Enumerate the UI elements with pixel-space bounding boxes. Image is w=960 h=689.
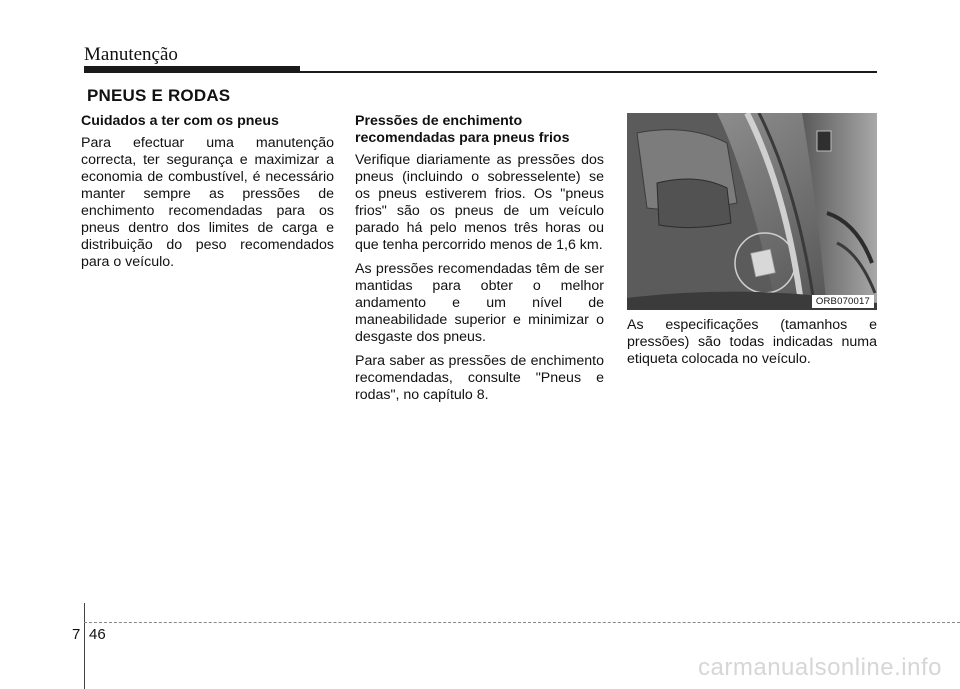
header-rule-thin: [300, 71, 877, 73]
figure-code-label: ORB070017: [812, 295, 874, 308]
footer-page-number: 46: [89, 626, 106, 643]
tyre-care-heading: Cuidados a ter com os pneus: [81, 113, 279, 129]
cold-pressure-paragraph-2: As pressões recomendadas têm de ser mantidas para obter o melhor andamento e um nível de maneabilidade superior e minimizar o desgaste dos pneus.: [355, 261, 604, 345]
door-pillar-label-photo: [627, 113, 877, 310]
footer-chapter-number: 7: [72, 626, 81, 643]
door-pillar-illustration: [627, 113, 877, 310]
section-title: PNEUS E RODAS: [87, 86, 231, 105]
chapter-title: Manutenção: [84, 44, 178, 65]
column-3: [627, 317, 877, 375]
footer-vertical-rule: [84, 603, 85, 689]
footer-dashed-rule: [84, 622, 960, 623]
label-specifications-paragraph: As especificações (tamanhos e pressões) são todas indicadas numa etiqueta colocada no veículo.: [627, 317, 877, 367]
column-1: [81, 113, 334, 278]
header-rule-thick: [84, 66, 300, 73]
tyre-care-paragraph: Para efectuar uma manutenção correcta, ter segurança e maximizar a economia de combustível, é necessário manter sempre as pressões de enchimento recomendadas para os pneus dentro dos limites de carga e distribuição do peso recomendados para o veículo.: [81, 135, 334, 270]
cold-pressure-heading: Pressões de enchimento recomendadas para pneus frios: [355, 113, 570, 146]
cold-pressure-paragraph-3: Para saber as pressões de enchimento recomendadas, consulte "Pneus e rodas", no capítulo 8.: [355, 353, 604, 403]
watermark-text: carmanualsonline.info: [698, 654, 942, 681]
cold-pressure-paragraph-1: Verifique diariamente as pressões dos pneus (incluindo o sobresselente) se os pneus estiverem frios. Os "pneus frios" são os pneus de um veículo parado há pelo menos três horas ou que tenha percorrido menos de 1,6 km.: [355, 152, 604, 253]
column-2: [355, 113, 604, 411]
